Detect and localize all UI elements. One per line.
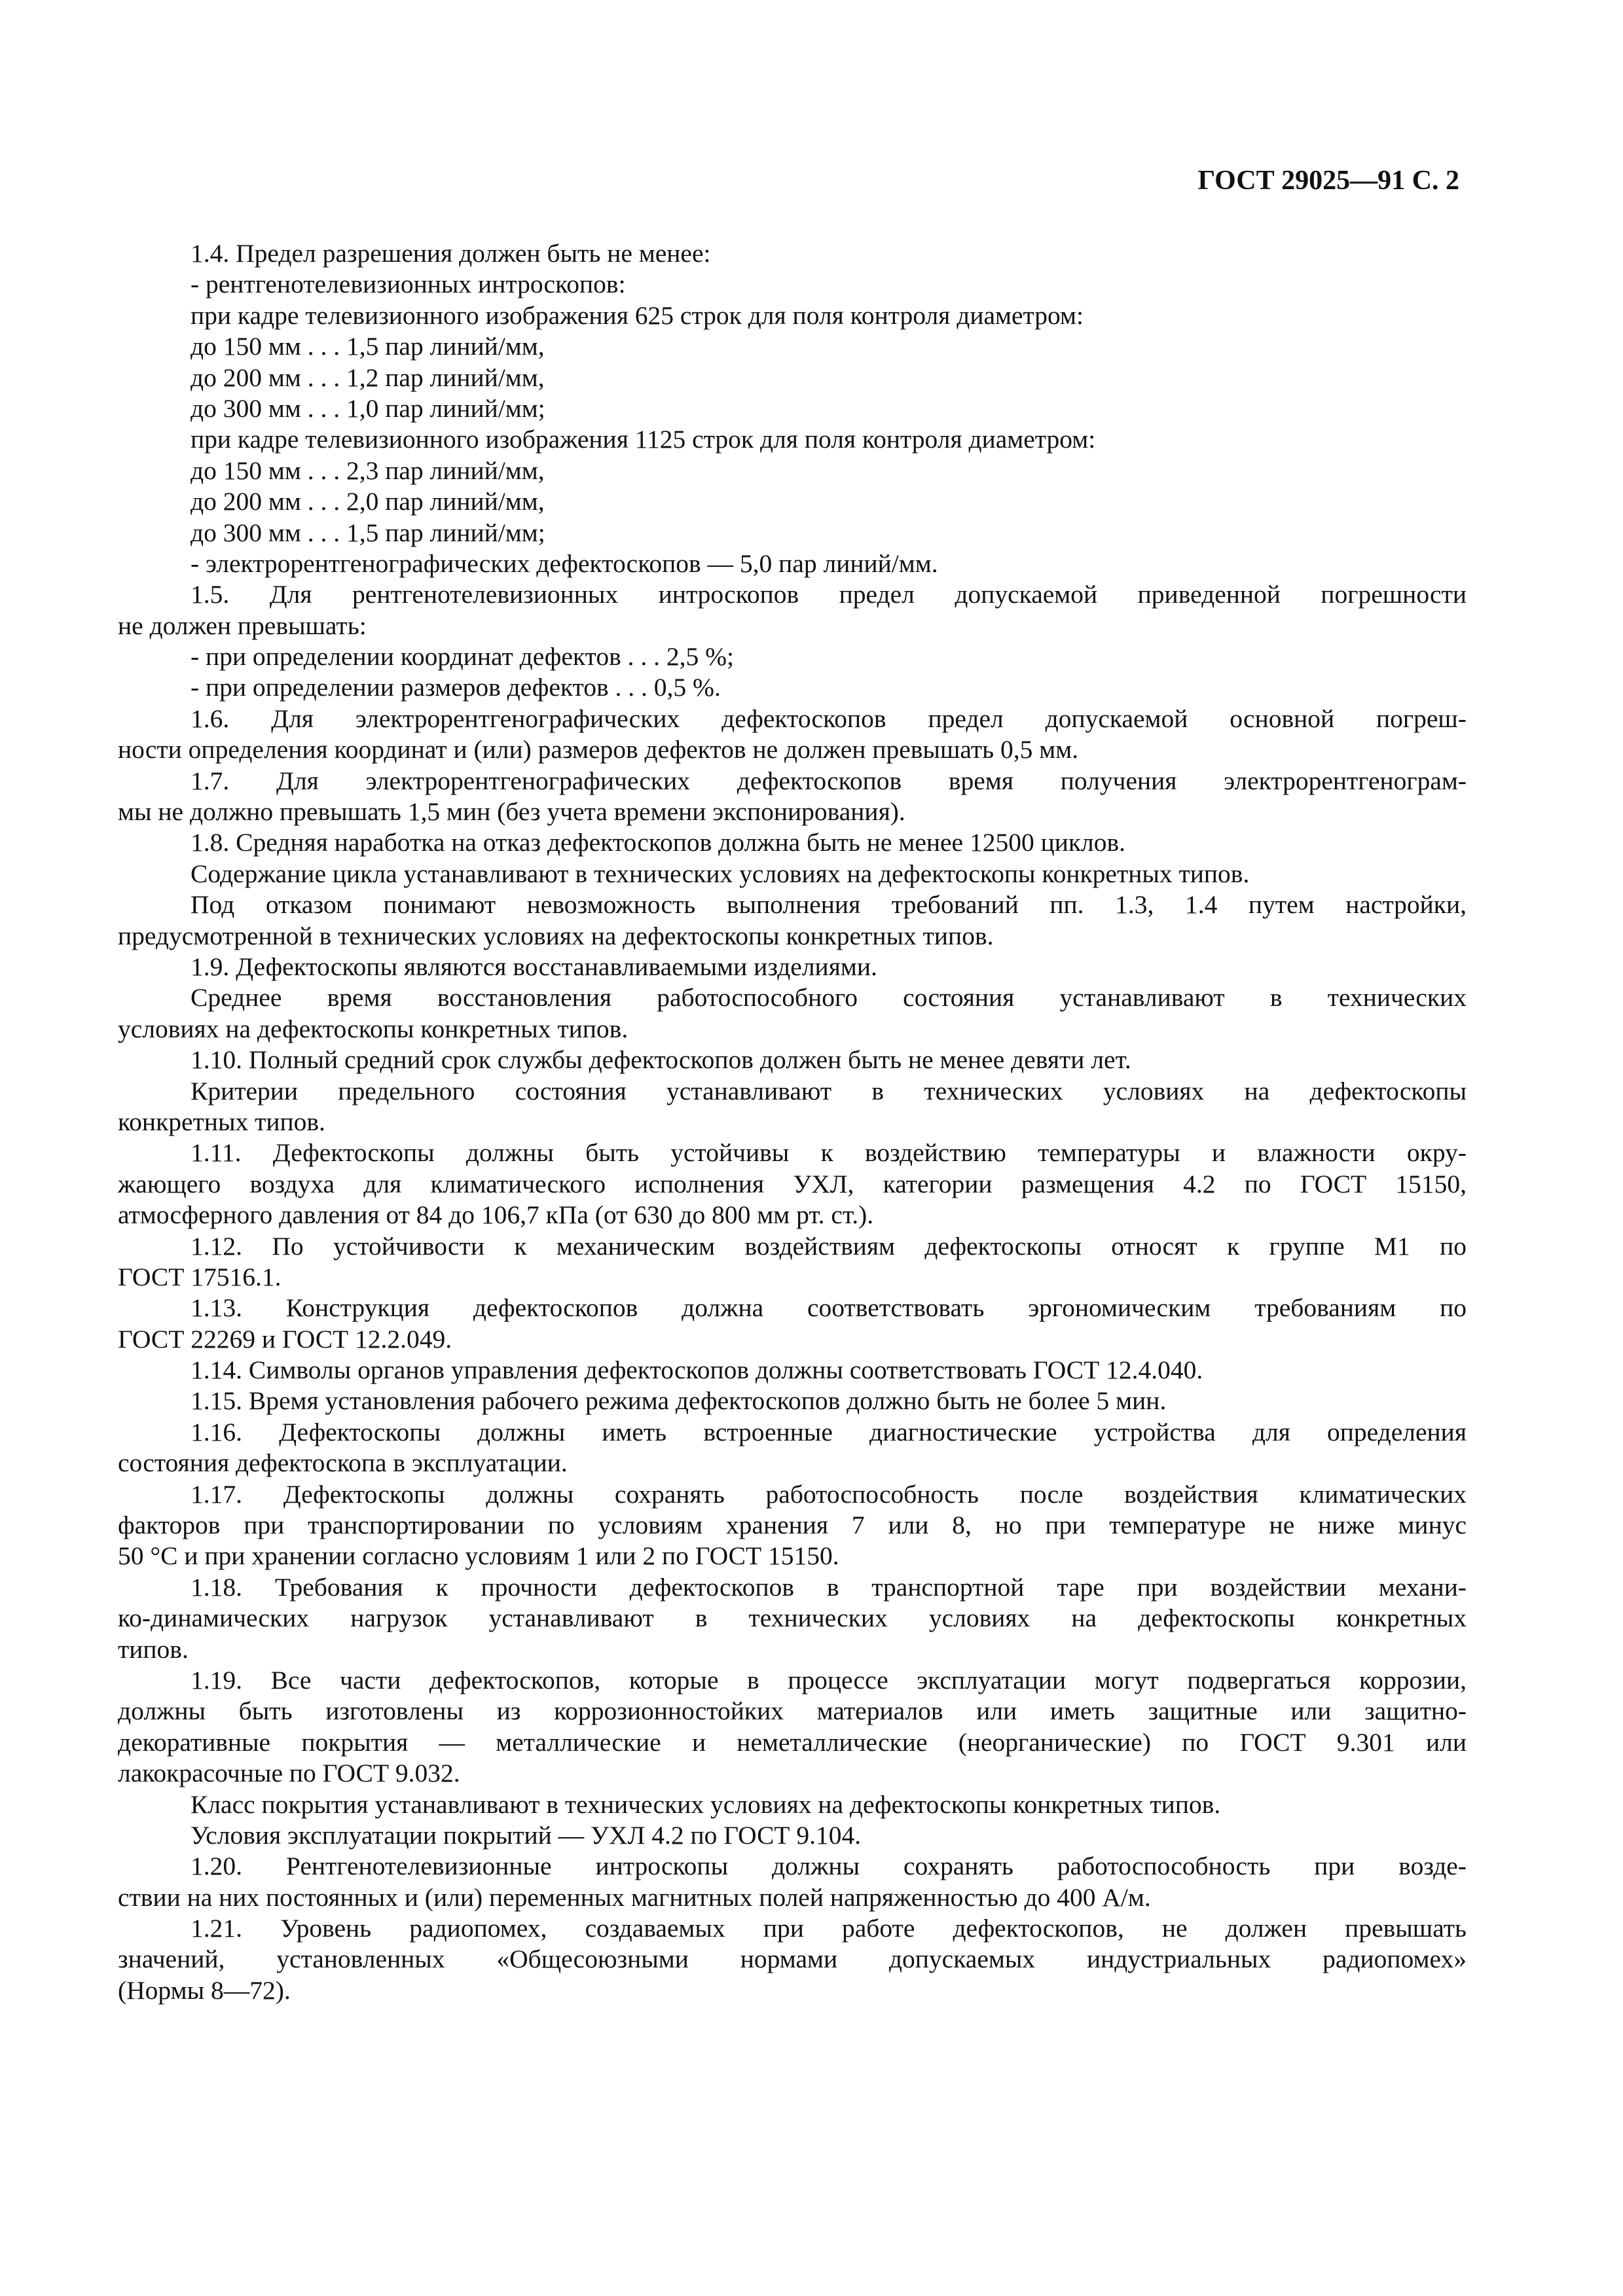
text-line: 1.4. Предел разрешения должен быть не менее: (191, 239, 711, 268)
text-line: 50 °С и при хранении согласно условиям 1 или 2 по ГОСТ 15150. (118, 1541, 839, 1571)
text-line: до 150 мм . . . 1,5 пар линий/мм, (191, 332, 545, 361)
text-line: 1.19. Все части дефектоскопов, которые в процессе эксплуатации могут подвергаться коррозии, (191, 1665, 1467, 1695)
text-line: декоративные покрытия — металлические и неметаллические (неорганические) по ГОСТ 9.301 или (118, 1727, 1467, 1757)
page-header: ГОСТ 29025—91 С. 2 (1197, 166, 1459, 196)
text-line: 1.10. Полный средний срок службы дефектоскопов должен быть не менее девяти лет. (191, 1045, 1131, 1075)
text-line: ГОСТ 22269 и ГОСТ 12.2.049. (118, 1324, 452, 1354)
text-line: ности определения координат и (или) размеров дефектов не должен превышать 0,5 мм. (118, 735, 1079, 764)
text-line: при кадре телевизионного изображения 625 строк для поля контроля диаметром: (191, 300, 1084, 330)
text-line: мы не должно превышать 1,5 мин (без учета времени экспонирования). (118, 797, 905, 827)
text-line: - при определении размеров дефектов . . . 0,5 %. (191, 673, 721, 702)
text-line: до 300 мм . . . 1,5 пар линий/мм; (191, 518, 545, 547)
text-line: 1.14. Символы органов управления дефектоскопов должны соответствовать ГОСТ 12.4.040. (191, 1355, 1203, 1385)
text-line: условиях на дефектоскопы конкретных типов. (118, 1014, 629, 1043)
text-line: до 200 мм . . . 2,0 пар линий/мм, (191, 487, 545, 516)
text-line: типов. (118, 1634, 189, 1664)
document-body (118, 238, 1467, 2006)
text-line: ко-динамических нагрузок устанавливают в технических условиях на дефектоскопы конкретных (118, 1604, 1467, 1633)
text-line: предусмотренной в технических условиях на дефектоскопы конкретных типов. (118, 921, 994, 950)
text-line: - электрорентгенографических дефектоскопов — 5,0 пар линий/мм. (191, 548, 938, 578)
text-line: Класс покрытия устанавливают в технических условиях на дефектоскопы конкретных типов. (191, 1789, 1221, 1819)
text-line: (Нормы 8—72). (118, 1975, 291, 2005)
text-line: ГОСТ 17516.1. (118, 1262, 282, 1291)
text-line: 1.18. Требования к прочности дефектоскопов в транспортной таре при воздействии механи- (191, 1572, 1467, 1602)
text-line: значений, установленных «Общесоюзными нормами допускаемых индустриальных радиопомех» (118, 1945, 1467, 1974)
text-line: 1.5. Для рентгенотелевизионных интроскопов предел допускаемой приведенной погрешности (191, 580, 1467, 609)
text-line: 1.16. Дефектоскопы должны иметь встроенные диагностические устройства для определения (191, 1417, 1467, 1446)
text-line: 1.9. Дефектоскопы являются восстанавливаемыми изделиями. (191, 952, 877, 981)
text-line: факторов при транспортировании по условиям хранения 7 или 8, но при температуре не ниже минус (118, 1511, 1467, 1540)
text-line: Среднее время восстановления работоспособного состояния устанавливают в технических (191, 983, 1467, 1013)
text-line: Содержание цикла устанавливают в технических условиях на дефектоскопы конкретных типов. (191, 859, 1250, 888)
text-line: - при определении координат дефектов . . . 2,5 %; (191, 642, 734, 672)
text-line: 1.17. Дефектоскопы должны сохранять работоспособность после воздействия климатических (191, 1479, 1467, 1509)
text-line: Условия эксплуатации покрытий — УХЛ 4.2 по ГОСТ 9.104. (191, 1820, 862, 1850)
text-line: не должен превышать: (118, 611, 367, 640)
text-line: атмосферного давления от 84 до 106,7 кПа (от 630 до 800 мм рт. ст.). (118, 1200, 874, 1230)
text-line: 1.15. Время установления рабочего режима дефектоскопов должно быть не более 5 мин. (191, 1386, 1167, 1416)
text-line: до 200 мм . . . 1,2 пар линий/мм, (191, 363, 545, 392)
text-line: состояния дефектоскопа в эксплуатации. (118, 1448, 568, 1478)
text-line: 1.21. Уровень радиопомех, создаваемых при работе дефектоскопов, не должен превышать (191, 1914, 1467, 1943)
text-line: при кадре телевизионного изображения 1125 строк для поля контроля диаметром: (191, 425, 1096, 454)
text-line: конкретных типов. (118, 1107, 325, 1136)
text-line: должны быть изготовлены из коррозионностойких материалов или иметь защитные или защитно- (118, 1696, 1467, 1726)
text-line: до 300 мм . . . 1,0 пар линий/мм; (191, 393, 545, 423)
text-line: лакокрасочные по ГОСТ 9.032. (118, 1759, 460, 1788)
text-line: 1.12. По устойчивости к механическим воздействиям дефектоскопы относят к группе М1 по (191, 1231, 1467, 1261)
text-line: - рентгенотелевизионных интроскопов: (191, 270, 626, 299)
text-line: 1.8. Средняя наработка на отказ дефектоскопов должна быть не менее 12500 циклов. (191, 828, 1126, 857)
text-line: Критерии предельного состояния устанавливают в технических условиях на дефектоскопы (191, 1076, 1467, 1105)
text-line: 1.7. Для электрорентгенографических дефектоскопов время получения электрорентгенограм- (191, 766, 1467, 795)
text-line: 1.20. Рентгенотелевизионные интроскопы должны сохранять работоспособность при возде- (191, 1852, 1467, 1881)
text-line: 1.13. Конструкция дефектоскопов должна соответствовать эргономическим требованиям по (191, 1293, 1467, 1323)
text-line: до 150 мм . . . 2,3 пар линий/мм, (191, 456, 545, 485)
text-line: Под отказом понимают невозможность выполнения требований пп. 1.3, 1.4 путем настройки, (191, 890, 1467, 920)
text-line: ствии на них постоянных и (или) переменных магнитных полей напряженностью до 400 А/м. (118, 1882, 1151, 1912)
text-line: жающего воздуха для климатического исполнения УХЛ, категории размещения 4.2 по ГОСТ 15150, (118, 1169, 1467, 1198)
text-line: 1.6. Для электрорентгенографических дефектоскопов предел допускаемой основной погреш- (191, 704, 1467, 733)
text-line: 1.11. Дефектоскопы должны быть устойчивы к воздействию температуры и влажности окру- (191, 1138, 1467, 1168)
